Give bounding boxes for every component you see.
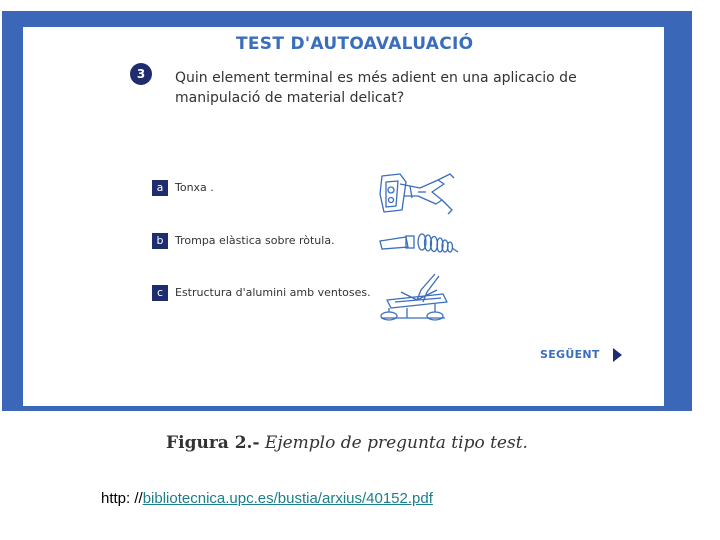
question-number-badge: 3 [130, 63, 152, 85]
option-a-label: Tonxa . [175, 181, 214, 194]
figure-label: Figura 2.- [166, 433, 260, 453]
figure-text: Ejemplo de pregunta tipo test. [264, 433, 528, 453]
next-button-label: SEGÜENT [540, 348, 600, 361]
play-arrow-icon [613, 348, 622, 362]
page-title: TEST D'AUTOAVALUACIÓ [236, 34, 474, 54]
source-prefix: http: // [101, 490, 143, 507]
option-a-letter: a [152, 180, 168, 196]
option-c-label: Estructura d'alumini amb ventoses. [175, 286, 371, 299]
suction-cup-structure-icon [377, 272, 459, 324]
source-url [101, 490, 433, 507]
source-link[interactable]: bibliotecnica.upc.es/bustia/arxius/40152.pdf [142, 490, 433, 507]
question-text: Quin element terminal es més adient en una aplicacio de manipulació de material delicat? [175, 70, 577, 106]
gripper-tongs-icon [376, 170, 456, 216]
next-button[interactable] [540, 344, 622, 362]
option-c-letter: c [152, 285, 168, 301]
option-b-letter: b [152, 233, 168, 249]
option-b-label: Trompa elàstica sobre ròtula. [175, 234, 335, 247]
elastic-trunk-icon [378, 228, 460, 258]
figure-caption [0, 433, 694, 453]
